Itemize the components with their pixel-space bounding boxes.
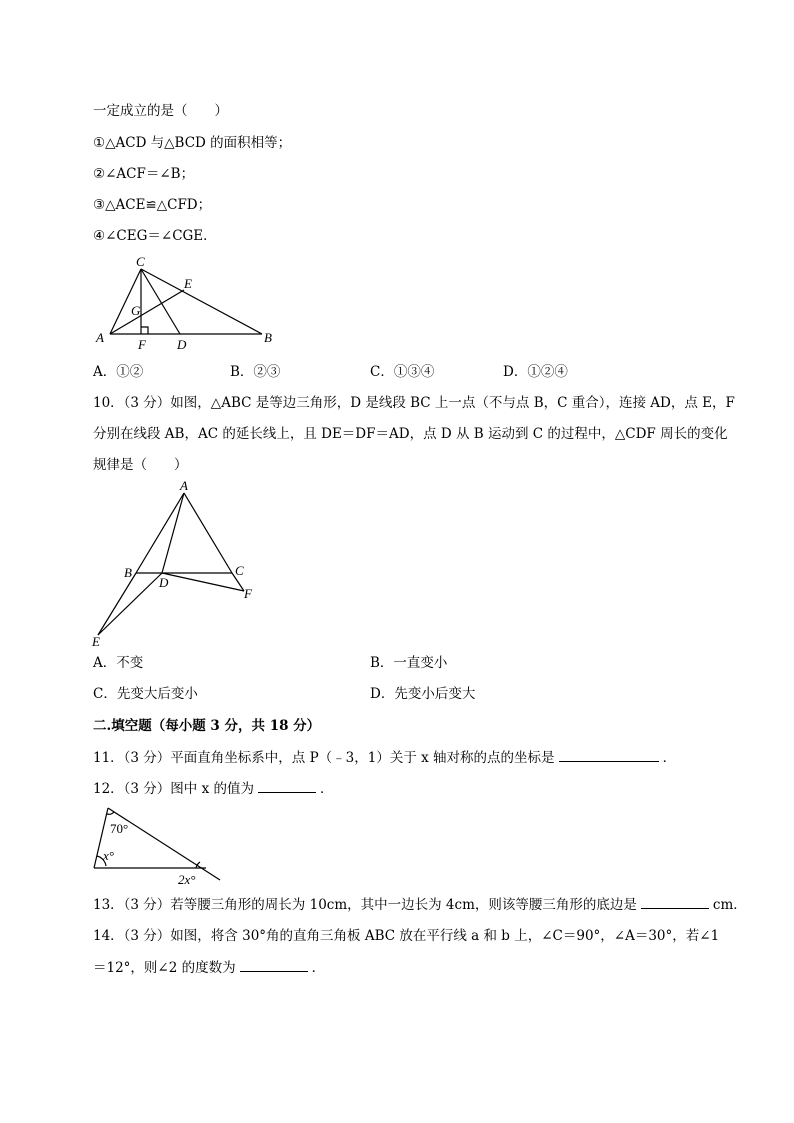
q9-option-a[interactable]: A．①② [93,364,144,380]
q10-segment-ad [162,493,184,573]
q9-statement-2: ②∠ACF＝∠B； [93,166,195,182]
q9-label-a: A [96,330,104,345]
q11-line [93,747,676,768]
q9-label-g: G [131,303,141,318]
q9-option-d[interactable]: D．①②④ [503,364,568,380]
q10-label-d: D [159,575,169,590]
q12-line [93,778,334,799]
q11-answer-blank[interactable] [559,747,659,762]
q10-label-f: F [244,586,252,601]
q10-label-a: A [180,478,188,493]
q13-text: 13．（3 分）若等腰三角形的周长为 10cm，其中一边长为 4cm，则该等腰三角形的底边是 [93,897,637,913]
q14-text: ＝12°，则∠2 的度数为 [93,960,236,976]
q12-text: 12．（3 分）图中 x 的值为 [93,781,255,797]
q9-option-c[interactable]: C．①③④ [370,364,435,380]
q11-text: 11．（3 分）平面直角坐标系中，点 P（﹣3，1）关于 x 轴对称的点的坐标是 [93,750,555,766]
q10-line-3: 规律是（ ） [93,457,188,473]
q9-segment-cb [141,269,262,334]
q9-stem-end: 一定成立的是（ ） [93,103,228,119]
q12-angle-70: 70° [110,821,129,836]
q10-option-d[interactable]: D．先变小后变大 [370,686,476,702]
q10-line-1: 10．（3 分）如图，△ABC 是等边三角形，D 是线段 BC 上一点（不与点 B，C 重合），连接 AD，点 E，F [93,395,735,411]
q9-statement-1: ①△ACD 与△BCD 的面积相等； [93,135,292,151]
q14-line-1: 14．（3 分）如图，将含 30°角的直角三角板 ABC 放在平行线 a 和 b 上，∠C＝90°，∠A＝30°，若∠1 [93,928,720,944]
q9-statement-3: ③△ACE≌△CFD； [93,197,212,213]
q10-segment-ac [184,493,232,573]
q10-label-e: E [92,634,100,648]
q12-text-end: ． [320,781,334,797]
q10-segment-df [162,573,244,591]
q9-right-angle-mark [141,327,148,334]
q12-arc-top [107,812,114,814]
q9-label-e: E [184,276,192,291]
q12-side-hypotenuse [108,808,220,880]
q14-line-2 [93,957,325,978]
q9-label-b: B [264,330,272,345]
q12-answer-blank[interactable] [258,778,316,793]
q14-text-end: ． [311,960,326,976]
q13-line [93,894,747,915]
q10-option-c[interactable]: C．先变大后变小 [93,686,198,702]
q13-text-end: cm． [712,897,747,913]
q10-option-a[interactable]: A．不变 [93,655,144,671]
q9-label-f: F [138,337,146,352]
q10-line-2: 分别在线段 AB，AC 的延长线上，且 DE＝DF＝AD，点 D 从 B 运动到 C 的过程中，△CDF 周长的变化 [93,426,728,442]
q10-label-b: B [124,565,132,580]
q11-text-end: ． [662,750,677,766]
q9-median-cd [141,269,180,334]
q10-label-c: C [235,563,244,578]
q12-angle-2x: 2x° [178,872,196,887]
q14-answer-blank[interactable] [240,957,308,972]
q12-angle-x: x° [103,848,114,863]
q9-label-c: C [136,254,145,269]
q9-figure [90,250,290,355]
section-2-title: 二.填空题（每小题 3 分，共 18 分） [93,718,321,734]
q10-segment-ab [136,493,184,573]
q9-option-b[interactable]: B．②③ [230,364,281,380]
q10-option-b[interactable]: B．一直变小 [370,655,448,671]
q9-label-d: D [177,337,187,352]
q10-figure [88,478,278,648]
q9-statement-4: ④∠CEG＝∠CGE． [93,228,217,244]
q12-figure [88,800,228,890]
q13-answer-blank[interactable] [641,894,709,909]
